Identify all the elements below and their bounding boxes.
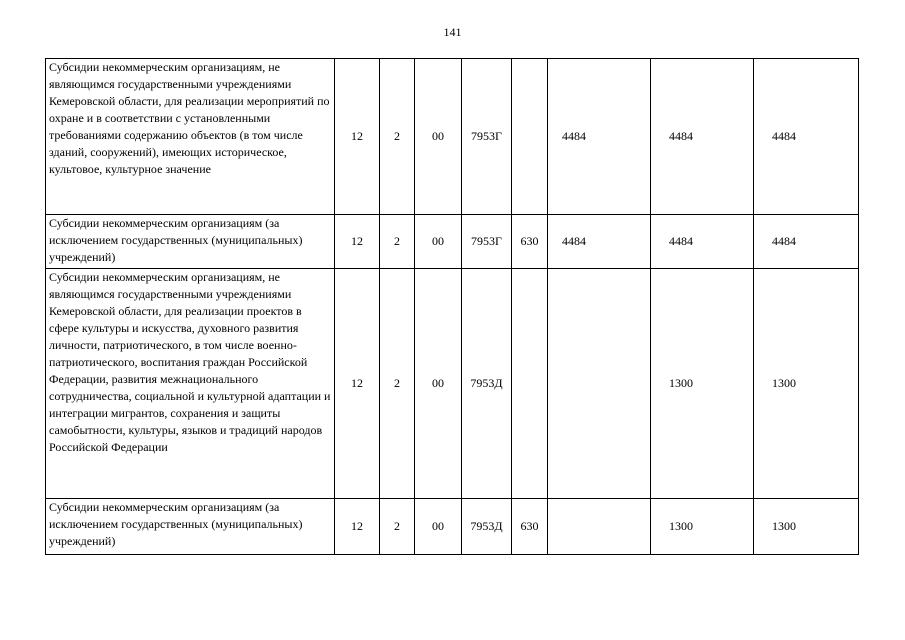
row-name-cell: Субсидии некоммерческим организациям (за исключением государственных (муниципальных) учреждений) [46, 499, 335, 555]
section-cell: 12 [335, 269, 380, 499]
subsection-cell: 2 [380, 215, 415, 269]
table-row [46, 59, 859, 215]
expense-type-cell [512, 59, 548, 215]
section-cell: 12 [335, 499, 380, 555]
row-name-cell: Субсидии некоммерческим организациям (за исключением государственных (муниципальных) учреждений) [46, 215, 335, 269]
expense-type-cell: 630 [512, 215, 548, 269]
program-cell: 00 [415, 269, 462, 499]
sum-cell-2: 4484 [651, 59, 754, 215]
target-item-cell: 7953Г [462, 215, 512, 269]
sum-cell-1 [548, 499, 651, 555]
program-cell: 00 [415, 215, 462, 269]
sum-cell-3: 4484 [754, 59, 859, 215]
subsection-cell: 2 [380, 59, 415, 215]
table-row [46, 499, 859, 555]
row-name-cell: Субсидии некоммерческим организациям, не являющимся государственными учреждениями Кемеровской области, для реализации проектов в сфере культуры и искусства, духовного развития личности, патриотического, в том числе военно-патриотического, воспитания граждан Российской Федерации, развития межнационального сотрудничества, социальной и культурной адаптации и интеграции мигрантов, сохранения и защиты самобытности, культуры, языков и традиций народов Российской Федерации [46, 269, 335, 499]
sum-cell-2: 4484 [651, 215, 754, 269]
sum-cell-1: 4484 [548, 59, 651, 215]
program-cell: 00 [415, 499, 462, 555]
section-cell: 12 [335, 215, 380, 269]
sum-cell-3: 1300 [754, 269, 859, 499]
target-item-cell: 7953Г [462, 59, 512, 215]
budget-table [45, 58, 859, 555]
page-number: 141 [443, 25, 462, 39]
row-name-cell: Субсидии некоммерческим организациям, не являющимся государственными учреждениями Кемеровской области, для реализации мероприятий по охране и в соответствии с установленными требованиями содержанию объектов (в том числе зданий, сооружений), имеющих историческое, культовое, культурное значение [46, 59, 335, 215]
target-item-cell: 7953Д [462, 269, 512, 499]
table-row [46, 215, 859, 269]
expense-type-cell [512, 269, 548, 499]
expense-type-cell: 630 [512, 499, 548, 555]
section-cell: 12 [335, 59, 380, 215]
table-row [46, 269, 859, 499]
sum-cell-2: 1300 [651, 269, 754, 499]
sum-cell-3: 1300 [754, 499, 859, 555]
program-cell: 00 [415, 59, 462, 215]
subsection-cell: 2 [380, 269, 415, 499]
sum-cell-2: 1300 [651, 499, 754, 555]
subsection-cell: 2 [380, 499, 415, 555]
sum-cell-1 [548, 269, 651, 499]
sum-cell-1: 4484 [548, 215, 651, 269]
target-item-cell: 7953Д [462, 499, 512, 555]
sum-cell-3: 4484 [754, 215, 859, 269]
